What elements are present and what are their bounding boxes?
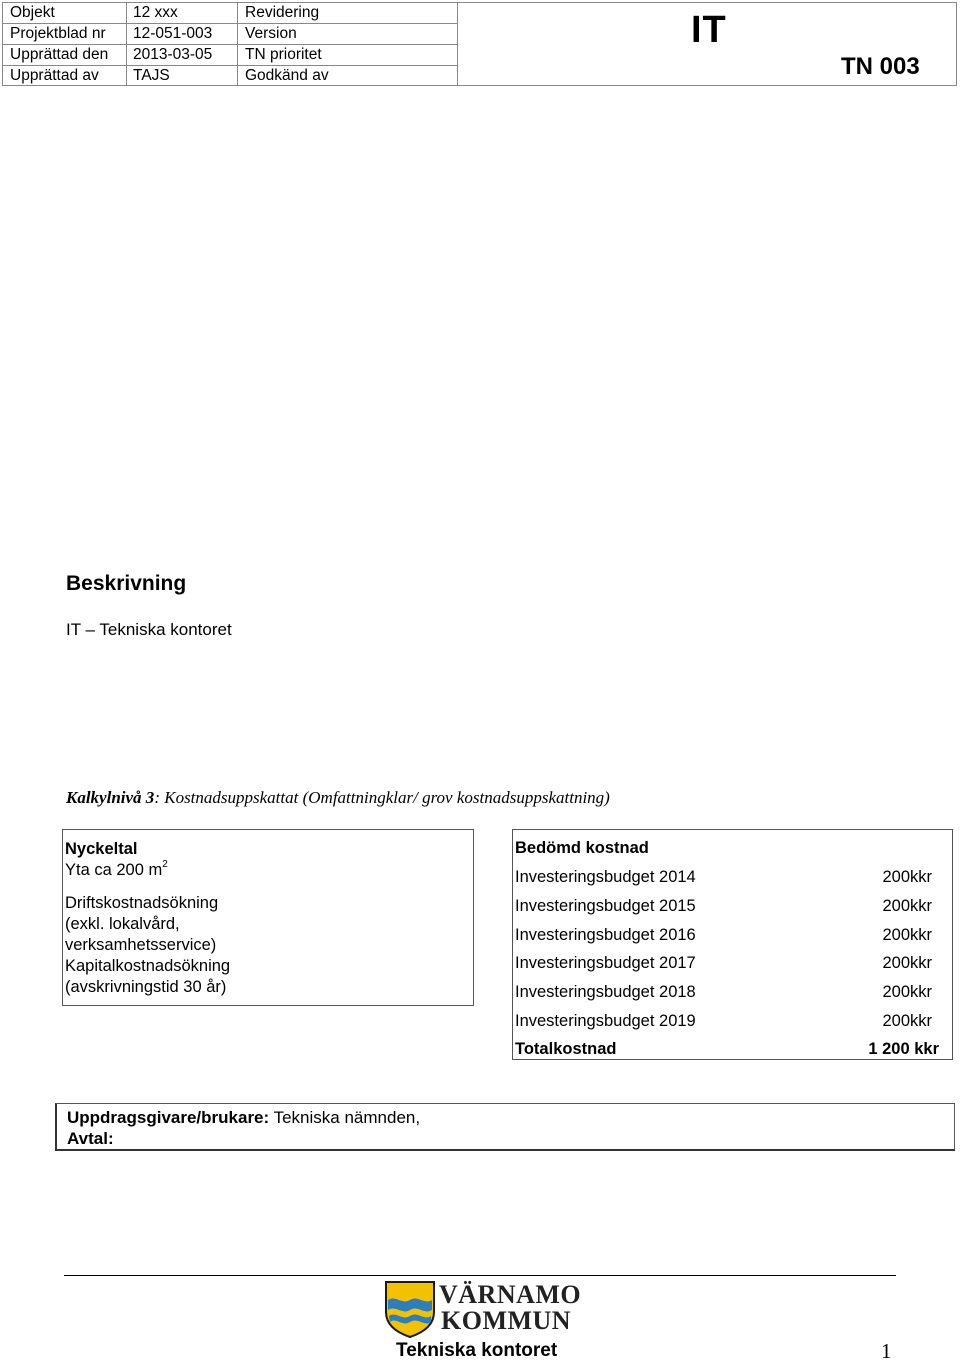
agreement-line — [67, 1128, 954, 1149]
cost-row-label: Investeringsbudget 2015 — [515, 897, 696, 915]
cost-row-label: Investeringsbudget 2018 — [515, 983, 696, 1001]
key-figure-line: (avskrivningstid 30 år) — [65, 978, 227, 996]
calculation-level-text: : Kostnadsuppskattat (Omfattningklar/ grov kostnadsuppskattning) — [154, 788, 610, 807]
cost-total-label: Totalkostnad — [515, 1040, 617, 1058]
area-text: Yta ca 200 m — [65, 861, 163, 879]
client-value: Tekniska nämnden, — [269, 1108, 421, 1127]
cost-row-value: 200kkr — [882, 954, 932, 972]
document-title: IT — [691, 9, 727, 51]
cost-row-value: 200kkr — [882, 897, 932, 915]
header-row-projektblad — [3, 24, 457, 45]
header-row-upprattad-av — [3, 66, 457, 86]
cost-row-label: Investeringsbudget 2017 — [515, 954, 696, 972]
footer-rule — [64, 1275, 896, 1276]
cost-row — [515, 981, 951, 1003]
section-heading: Beskrivning — [66, 572, 187, 595]
cost-row-label: Investeringsbudget 2014 — [515, 868, 696, 886]
header-label: Godkänd av — [245, 67, 329, 84]
description-line: IT – Tekniska kontoret — [66, 620, 232, 639]
area-superscript: 2 — [162, 859, 168, 870]
cost-row-label: Investeringsbudget 2016 — [515, 926, 696, 944]
client-box — [55, 1103, 955, 1151]
cost-row — [515, 866, 951, 888]
key-figures-title: Nyckeltal — [65, 840, 138, 858]
logo-text: KOMMUN — [441, 1306, 572, 1335]
header-value: 12 xxx — [126, 3, 238, 23]
header-row-objekt — [3, 3, 457, 24]
header-row-upprattad-den — [3, 45, 457, 66]
cost-row-value: 200kkr — [882, 983, 932, 1001]
cost-row — [515, 924, 951, 946]
cost-total-value: 1 200 kkr — [868, 1040, 939, 1058]
header-label: TN prioritet — [245, 46, 322, 63]
cost-row-label: Investeringsbudget 2019 — [515, 1012, 696, 1030]
key-figure-line: Driftskostnadsökning — [65, 894, 219, 912]
cost-estimate-title: Bedömd kostnad — [515, 839, 649, 857]
key-figure-line: verksamhetsservice) — [65, 936, 217, 954]
agreement-label: Avtal: — [67, 1129, 114, 1148]
document-code: TN 003 — [841, 53, 920, 80]
cost-total-row — [515, 1038, 951, 1060]
key-figures-box — [62, 829, 474, 1006]
header-value: TAJS — [126, 66, 238, 86]
calculation-level — [66, 788, 610, 808]
cost-row — [515, 895, 951, 917]
client-line — [67, 1107, 954, 1128]
cost-row-value: 200kkr — [882, 926, 932, 944]
cost-row-value: 200kkr — [882, 868, 932, 886]
cost-estimate-box — [512, 829, 953, 1060]
header-label: Upprättad den — [3, 45, 127, 65]
key-figure-line: Kapitalkostnadsökning — [65, 957, 231, 975]
header-label: Revidering — [245, 4, 320, 21]
header-info-table — [3, 3, 458, 85]
footer-office: Tekniska kontoret — [396, 1340, 558, 1361]
header-label: Version — [245, 25, 297, 42]
logo-text: VÄRNAMO — [439, 1280, 582, 1309]
header-label: Objekt — [3, 3, 127, 23]
client-label: Uppdragsgivare/brukare: — [67, 1108, 270, 1127]
cost-row — [515, 1010, 951, 1032]
calculation-level-label: Kalkylnivå 3 — [66, 788, 155, 807]
header-value: 2013-03-05 — [126, 45, 238, 65]
cost-row-value: 200kkr — [882, 1012, 932, 1030]
key-figure-line: (exkl. lokalvård, — [65, 915, 180, 933]
page-number: 1 — [881, 1339, 892, 1363]
municipality-logo — [384, 1280, 582, 1340]
document-header — [2, 2, 957, 86]
header-label: Projektblad nr — [3, 24, 127, 44]
header-label: Upprättad av — [3, 66, 127, 86]
header-value: 12-051-003 — [126, 24, 238, 44]
cost-row — [515, 952, 951, 974]
coat-of-arms-icon — [384, 1280, 436, 1338]
area-line — [65, 860, 473, 881]
